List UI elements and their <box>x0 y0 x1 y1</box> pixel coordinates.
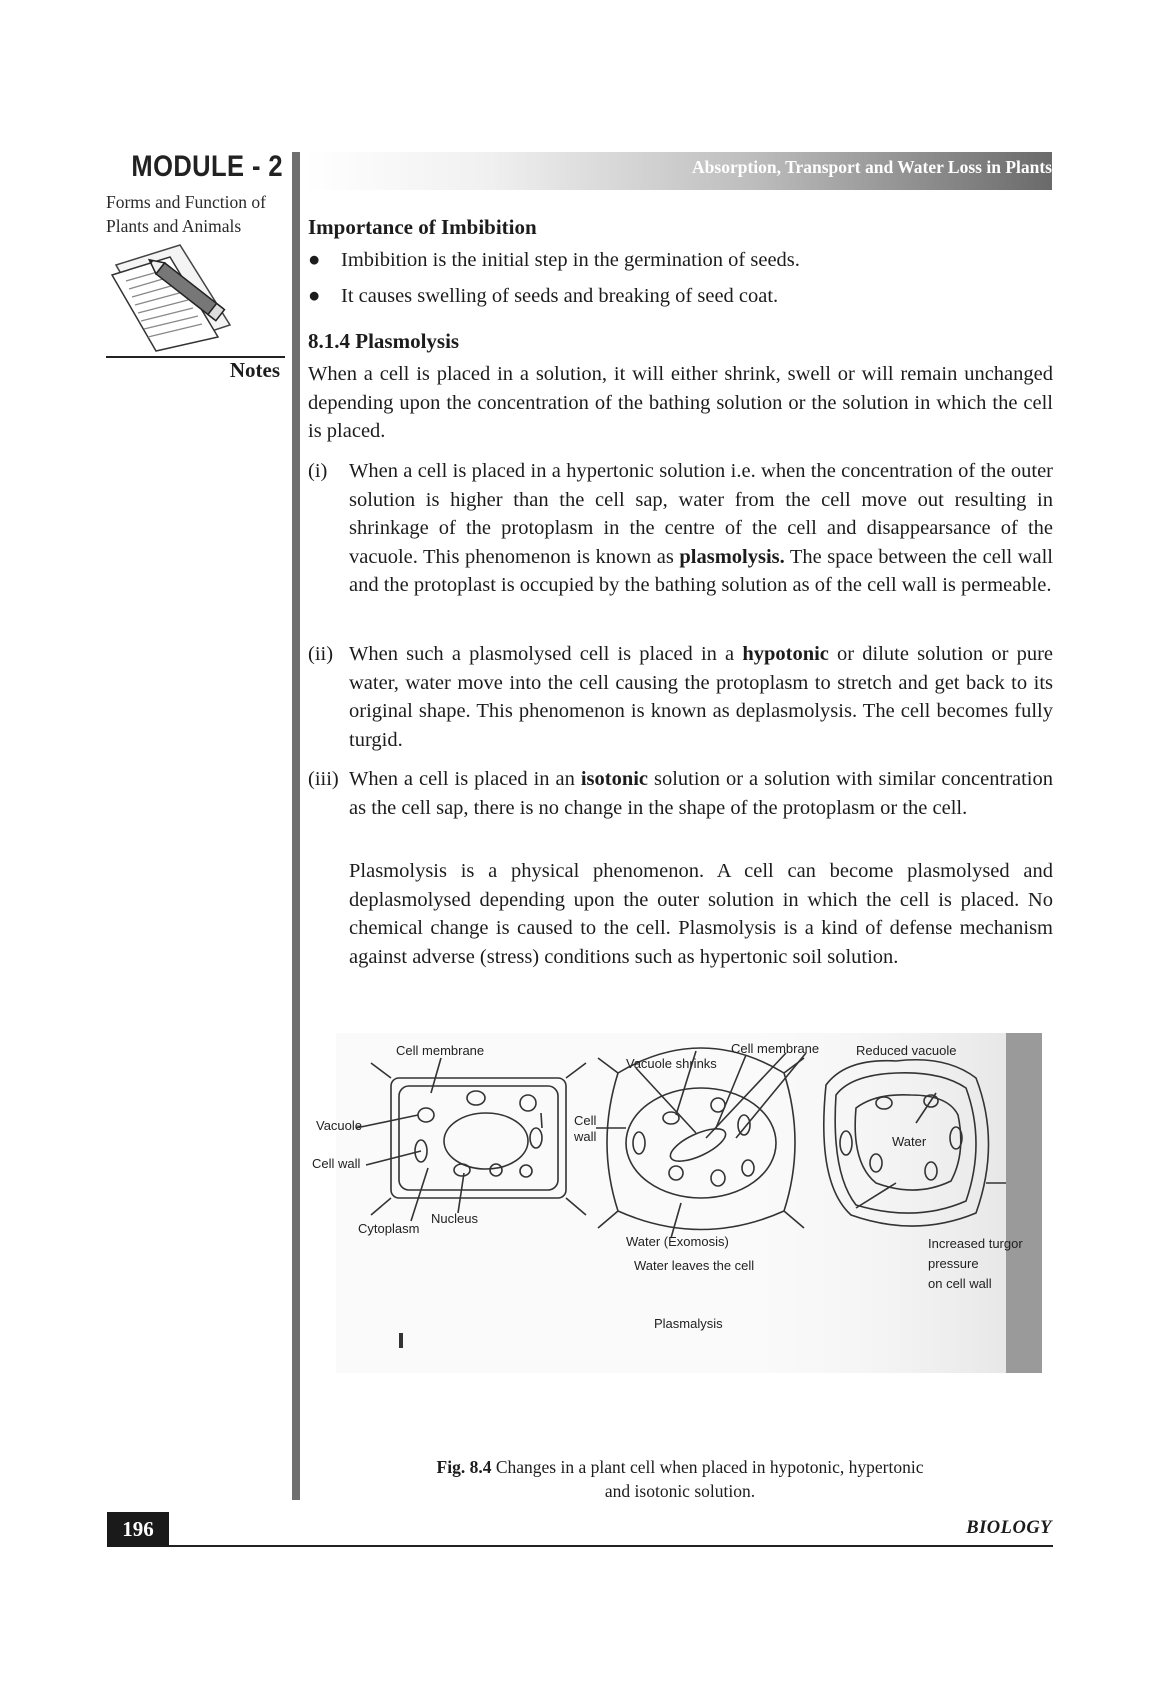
subject-label: BIOLOGY <box>966 1518 1052 1538</box>
label-cell-wall-2a: Cell <box>574 1113 597 1128</box>
item-body: When a cell is placed in a hypertonic solution i.e. when the concentration of the outer solution is higher than the cell sap, water from the cell move out resulting in shrinkage of the protoplasm in the centre of the cell and disappearsance of the vacuole. This phenomenon is known as plasmolysis. The space between the cell wall and the protoplast is occupied by the bathing solution as of the cell wall is permeable. <box>349 460 1054 596</box>
margin-bar <box>292 152 300 1500</box>
label-reduced-vacuole: Reduced vacuole <box>856 1043 957 1058</box>
footer-rule <box>107 1545 1053 1547</box>
module-subtitle-line1: Forms and Function of <box>106 192 266 212</box>
label-cell-wall-2b: wall <box>574 1129 597 1144</box>
imbibition-heading: Importance of Imbibition <box>308 215 537 239</box>
label-nucleus: Nucleus <box>431 1211 478 1226</box>
bullet-text: It causes swelling of seeds and breaking of seed coat. <box>341 285 779 307</box>
item-number: (iii) <box>308 768 339 790</box>
label-cytoplasm: Cytoplasm <box>358 1221 420 1236</box>
bullet-text: Imbibition is the initial step in the germination of seeds. <box>341 249 800 271</box>
item-number: (i) <box>308 460 328 482</box>
module-title: MODULE - 2 <box>131 150 283 183</box>
label-vacuole: Vacuole <box>316 1118 363 1133</box>
plasmolysis-intro: When a cell is placed in a solution, it will either shrink, swell or will remain unchanged depending upon the concentration of the bathing solution or the solution in which the cell is placed. <box>308 363 1053 442</box>
label-vacuole-shrinks: Vacuole shrinks <box>626 1056 717 1071</box>
label-turgor-2: pressure <box>928 1256 979 1271</box>
term-plasmolysis: plasmolysis. <box>679 545 785 568</box>
figure-caption <box>400 1455 960 1503</box>
plasmolysis-closing: Plasmolysis is a physical phenomenon. A cell can become plasmolysed and deplasmolysed depending upon the outer solution in which the cell is placed. No chemical change is caused to the cell. Plasmolysis is a kind of defense mechanism against adverse (stress) conditions such as hypertonic soil solution. <box>349 860 1053 968</box>
caption-label: Fig. 8.4 <box>436 1457 492 1477</box>
item-body: When a cell is placed in an isotonic solution or a solution with similar concentration as the cell sap, there is no change in the shape of the protoplasm or the cell. <box>349 768 1053 819</box>
label-turgor-3: on cell wall <box>928 1276 992 1291</box>
label-plasmalysis: Plasmalysis <box>654 1316 723 1331</box>
item-body: When such a plasmolysed cell is placed in a hypotonic or dilute solution or pure water, water move into the cell causing the protoplasm to stretch and get back to its original shape. This phenomenon is known as deplasmolysis. The cell becomes fully turgid. <box>349 643 1053 751</box>
label-cell-membrane: Cell membrane <box>396 1043 485 1058</box>
caption-line1: Changes in a plant cell when placed in hypotonic, hypertonic <box>491 1457 924 1477</box>
item-number: (ii) <box>308 643 334 665</box>
bullet-icon: ● <box>308 285 321 307</box>
label-water-leaves: Water leaves the cell <box>634 1258 755 1273</box>
bullet-icon: ● <box>308 249 321 271</box>
notes-label: Notes <box>229 358 280 382</box>
plasmolysis-heading: 8.1.4 Plasmolysis <box>308 329 460 353</box>
label-turgor-1: Increased turgor <box>928 1236 1023 1251</box>
term-isotonic: isotonic <box>580 768 649 790</box>
label-water-exomosis: Water (Exomosis) <box>626 1234 729 1249</box>
label-water: Water <box>892 1134 927 1149</box>
caption-line2: and isotonic solution. <box>604 1481 756 1501</box>
label-cell-membrane-2: Cell membrane <box>731 1041 820 1056</box>
running-title: Absorption, Transport and Water Loss in Plants <box>692 157 1052 177</box>
module-subtitle <box>106 190 286 238</box>
term-hypotonic: hypotonic <box>742 643 829 665</box>
module-subtitle-line2: Plants and Animals <box>106 216 242 236</box>
label-cell-wall: Cell wall <box>312 1156 361 1171</box>
notes-illustration-icon <box>108 243 243 353</box>
page-number: 196 <box>107 1512 169 1547</box>
plant-cell-figure <box>312 1033 1042 1373</box>
